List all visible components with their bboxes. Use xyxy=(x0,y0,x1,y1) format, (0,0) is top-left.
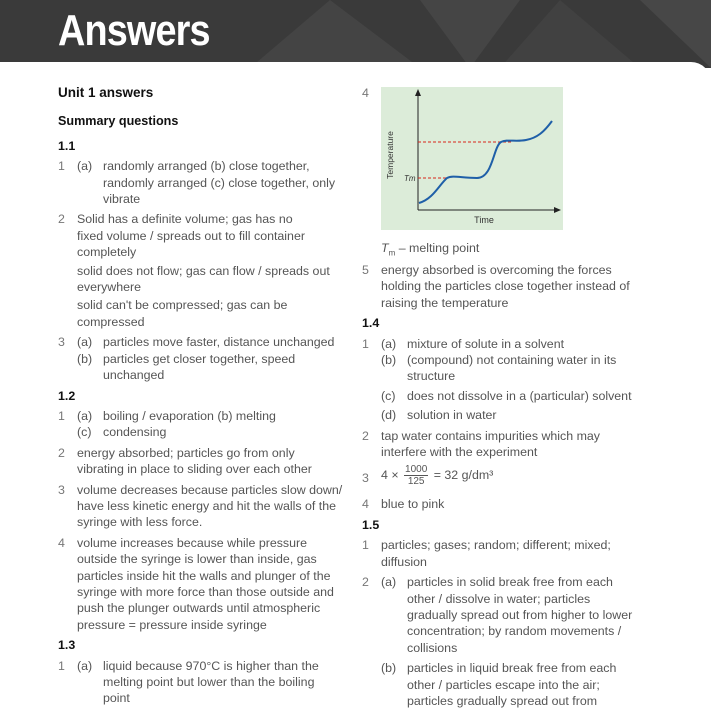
answer-text: diffusion xyxy=(381,554,427,569)
question xyxy=(362,537,652,570)
sub-answer xyxy=(77,334,343,350)
question-number: 1 xyxy=(362,538,369,553)
answer-text: randomly arranged (b) close together, xyxy=(103,159,310,174)
tm-text: – melting point xyxy=(395,241,480,255)
answer-text: (compound) not containing water in its xyxy=(407,353,617,368)
answer-text: vibrate xyxy=(103,192,141,207)
answer-text: structure xyxy=(407,369,456,384)
question xyxy=(362,574,652,709)
answer-text: tap water contains impurities which may xyxy=(381,428,600,443)
question xyxy=(58,158,343,207)
sub-answer xyxy=(381,660,652,709)
question-number: 3 xyxy=(58,482,65,497)
sub-label: (c) xyxy=(77,425,92,440)
answer-text: particles in liquid break free from each xyxy=(407,661,617,676)
answer-text: have less kinetic energy and hit the walls of the xyxy=(77,498,336,513)
sub-answer xyxy=(381,336,652,352)
section-heading: 1.1 xyxy=(58,138,76,153)
sub-label: (b) xyxy=(381,353,397,368)
sub-label: (b) xyxy=(381,661,397,676)
question xyxy=(58,482,343,531)
tm-symbol: T xyxy=(381,241,389,255)
answer-text: concentration; by random movements / xyxy=(407,624,622,639)
header-curve xyxy=(0,62,711,82)
section-heading: 1.4 xyxy=(362,316,380,331)
sub-label: (d) xyxy=(381,408,397,423)
x-axis-label: Time xyxy=(474,215,494,225)
fraction-numerator: 1000 xyxy=(405,464,428,476)
answer-text: does not dissolve in a (particular) solvent xyxy=(407,388,632,403)
sub-label: (a) xyxy=(381,336,397,351)
answer-text: randomly arranged (c) close together, only xyxy=(103,175,336,190)
answer-text: other / dissolve in water; particles xyxy=(407,591,591,606)
question xyxy=(58,445,343,478)
question-number: 1 xyxy=(58,159,65,174)
answer-text: interfere with the experiment xyxy=(381,445,538,460)
sub-answer xyxy=(77,408,343,424)
question-number: 3 xyxy=(362,471,369,486)
sub-answer xyxy=(381,352,652,385)
answer-text: particles move faster, distance unchanged xyxy=(103,335,335,350)
tm-subscript: m xyxy=(388,248,396,258)
question xyxy=(58,408,343,441)
fraction xyxy=(404,464,428,487)
formula-prefix: 4 × xyxy=(381,468,399,483)
section-heading: 1.3 xyxy=(58,638,76,653)
page-title: Answers xyxy=(58,6,210,55)
answer-text: unchanged xyxy=(103,368,165,383)
question-number: 2 xyxy=(362,428,369,443)
answer-text: solution in water xyxy=(407,408,497,423)
answer-text: raising the temperature xyxy=(381,295,509,310)
chart-background xyxy=(381,87,563,230)
question xyxy=(362,496,652,512)
question-number: 5 xyxy=(362,263,369,277)
formula xyxy=(381,464,494,488)
answer-text: outside the syringe is lower than inside, gas xyxy=(77,552,317,567)
question xyxy=(58,334,343,383)
question-number: 1 xyxy=(362,336,369,351)
sub-answer xyxy=(381,407,652,423)
sub-answer xyxy=(77,424,343,440)
answer-text: blue to pink xyxy=(381,497,445,512)
heating-curve-chart xyxy=(381,87,563,230)
question-number: 4 xyxy=(362,86,369,100)
question-number: 4 xyxy=(362,497,369,512)
answer-text: gradually spread out from higher to lower xyxy=(407,607,633,622)
question-number: 1 xyxy=(58,658,65,673)
sub-label: (a) xyxy=(77,408,93,423)
sub-answer xyxy=(381,574,652,656)
answer-text: energy absorbed is overcoming the forces xyxy=(381,263,612,277)
answer-text: particles gradually spread out from xyxy=(407,693,598,708)
sub-label: (a) xyxy=(77,159,93,174)
sub-answer xyxy=(77,158,343,207)
page-header xyxy=(0,0,711,68)
answer-text: collisions xyxy=(407,640,458,655)
answer-text: compressed xyxy=(77,314,145,329)
answer-text: other / particles escape into the air; xyxy=(407,677,600,692)
summary-heading: Summary questions xyxy=(58,114,179,129)
formula-result: = 32 g/dm³ xyxy=(433,468,494,483)
question xyxy=(362,262,652,311)
answer-text: fixed volume / spreads out to fill container xyxy=(77,228,305,243)
answer-text: particles; gases; random; different; mixed; xyxy=(381,538,611,553)
answer-text: solid does not flow; gas can flow / spreads out xyxy=(77,263,330,278)
fraction-denominator: 125 xyxy=(407,476,425,488)
answer-text: Solid has a definite volume; gas has no xyxy=(77,212,293,227)
answer-text: particles get closer together, speed xyxy=(103,351,296,366)
question xyxy=(362,428,652,461)
answer-text: point xyxy=(103,691,130,706)
question-number: 2 xyxy=(362,575,369,590)
tm-definition xyxy=(381,241,479,257)
answer-text: completely xyxy=(77,245,137,260)
sub-label: (a) xyxy=(381,575,397,590)
question xyxy=(58,535,343,633)
question-number: 2 xyxy=(58,212,65,227)
answer-text: energy absorbed; particles go from only xyxy=(77,445,295,460)
sub-answer xyxy=(381,388,652,404)
answer-text: solid can't be compressed; gas can be xyxy=(77,298,288,313)
answer-text: volume decreases because particles slow down/ xyxy=(77,482,343,497)
answer-text: syringe with less force. xyxy=(77,515,203,530)
left-column xyxy=(58,84,343,711)
answer-text: boiling / evaporation (b) melting xyxy=(103,408,276,423)
question xyxy=(58,658,343,707)
answer-text: liquid because 970°C is higher than the xyxy=(103,658,319,673)
answer-text: particles in solid break free from each xyxy=(407,575,613,590)
sub-answer xyxy=(77,658,343,707)
answer-text: melting point but lower than the boiling xyxy=(103,675,315,689)
answer-text: condensing xyxy=(103,425,167,440)
section-heading: 1.5 xyxy=(362,517,380,532)
answer-text: volume increases because while pressure xyxy=(77,535,308,550)
answer-text: syringe with more force than those outside and xyxy=(77,584,334,599)
answer-text: vibrating in place to sliding over each other xyxy=(77,462,312,477)
question xyxy=(362,464,652,492)
sub-answer xyxy=(77,351,343,384)
question xyxy=(58,211,343,330)
sub-label: (b) xyxy=(77,351,93,366)
answer-text: push the plunger outwards until atmospheric xyxy=(77,601,321,616)
section-heading: 1.2 xyxy=(58,388,76,403)
answer-text: pressure = pressure inside syringe xyxy=(77,617,267,632)
question-number: 1 xyxy=(58,408,65,423)
sub-label: (a) xyxy=(77,335,93,350)
question xyxy=(362,336,652,424)
y-axis-label: Temperature xyxy=(385,131,395,179)
question-number: 3 xyxy=(58,335,65,350)
tm-label: Tm xyxy=(404,174,416,183)
sub-label: (a) xyxy=(77,658,93,673)
answer-text: particles inside hit the walls and plunger of the xyxy=(77,568,331,583)
question-number: 4 xyxy=(58,535,65,550)
sub-label: (c) xyxy=(381,388,396,403)
unit-title: Unit 1 answers xyxy=(58,85,154,100)
question-number: 2 xyxy=(58,445,65,460)
answer-text: holding the particles close together instead of xyxy=(381,279,630,294)
right-column xyxy=(362,262,652,713)
answer-text: everywhere xyxy=(77,280,142,295)
answer-text: mixture of solute in a solvent xyxy=(407,336,565,351)
